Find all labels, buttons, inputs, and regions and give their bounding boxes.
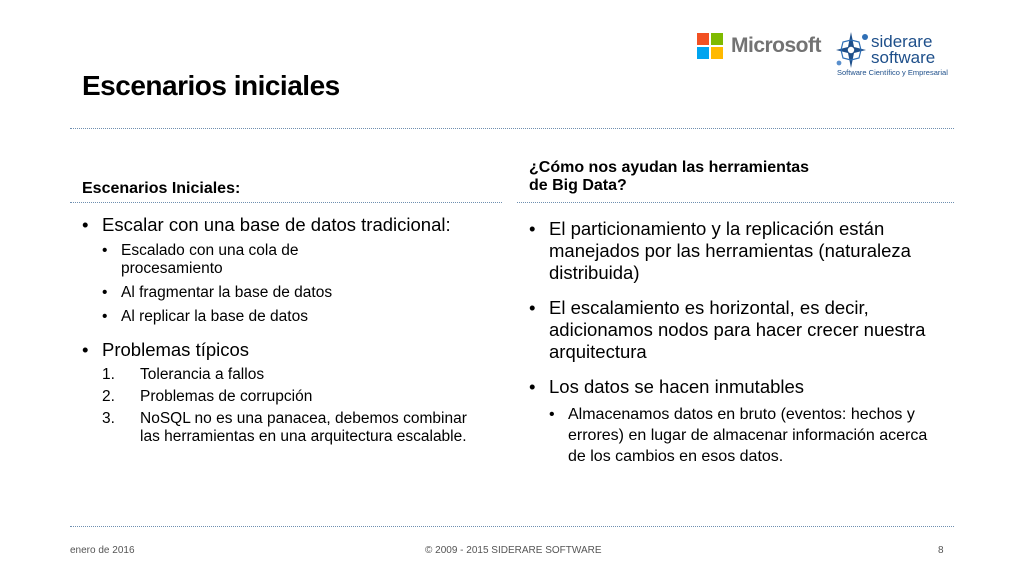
sub-item: • Almacenamos datos en bruto (eventos: hechos y errores) en lugar de almacenar información acerca de los cambios en esos datos.	[549, 404, 938, 467]
left-item-problems	[82, 339, 502, 446]
item-number: 2.	[102, 388, 115, 405]
footer-date: enero de 2016	[70, 545, 135, 556]
numbered-item	[102, 366, 502, 384]
siderare-logo	[833, 28, 958, 78]
left-item-text: Escalar con una base de datos tradicional:	[102, 214, 451, 235]
left-item-scaling	[82, 214, 502, 326]
item-number: 1.	[102, 366, 115, 383]
right-heading-line: de Big Data?	[529, 177, 627, 194]
right-heading	[529, 159, 809, 195]
siderare-wordmark: siderare	[871, 32, 933, 51]
right-bullet-list	[529, 218, 949, 467]
item-text: Problemas de corrupción	[140, 388, 313, 405]
microsoft-wordmark: Microsoft	[731, 34, 821, 57]
slide-title: Escenarios iniciales	[82, 70, 340, 101]
footer-divider	[70, 526, 954, 527]
title-divider	[70, 128, 954, 129]
scaling-sublist	[102, 242, 502, 326]
item-number: 3.	[102, 410, 115, 427]
problems-numbered-list	[102, 366, 502, 446]
compass-star-icon	[836, 32, 868, 68]
sub-item: • Al replicar la base de datos	[102, 308, 502, 326]
microsoft-windows-icon	[697, 33, 723, 59]
immutable-sublist	[549, 404, 949, 467]
item-text: Tolerancia a fallos	[140, 366, 265, 383]
sub-item: • Al fragmentar la base de datos	[102, 284, 502, 302]
right-item: • El particionamiento y la replicación están manejados por las herramientas (naturaleza distribuida)	[529, 218, 939, 284]
numbered-item	[102, 410, 470, 446]
left-heading: Escenarios Iniciales:	[82, 180, 241, 197]
right-item: • El escalamiento es horizontal, es decir, adicionamos nodos para hacer crecer nuestra arquitectura	[529, 297, 944, 363]
item-text: NoSQL no es una panacea, debemos combinar las herramientas en una arquitectura escalable.	[140, 410, 467, 445]
microsoft-logo	[697, 33, 821, 59]
left-bullet-list	[82, 214, 502, 446]
page-number: 8	[938, 545, 944, 556]
right-item-text: Los datos se hacen inmutables	[549, 376, 805, 397]
numbered-item	[102, 388, 502, 406]
right-item-immutable	[529, 376, 949, 467]
left-heading-divider	[70, 202, 502, 203]
siderare-tagline: Software Científico y Empresarial	[837, 68, 948, 77]
sub-item: • Escalado con una cola de procesamiento	[102, 242, 381, 278]
right-heading-divider	[517, 202, 954, 203]
left-item-text: Problemas típicos	[102, 339, 250, 360]
software-wordmark: software	[871, 48, 936, 67]
footer-copyright: © 2009 - 2015 SIDERARE SOFTWARE	[425, 545, 602, 556]
right-heading-line: ¿Cómo nos ayudan las herramientas	[529, 159, 810, 176]
